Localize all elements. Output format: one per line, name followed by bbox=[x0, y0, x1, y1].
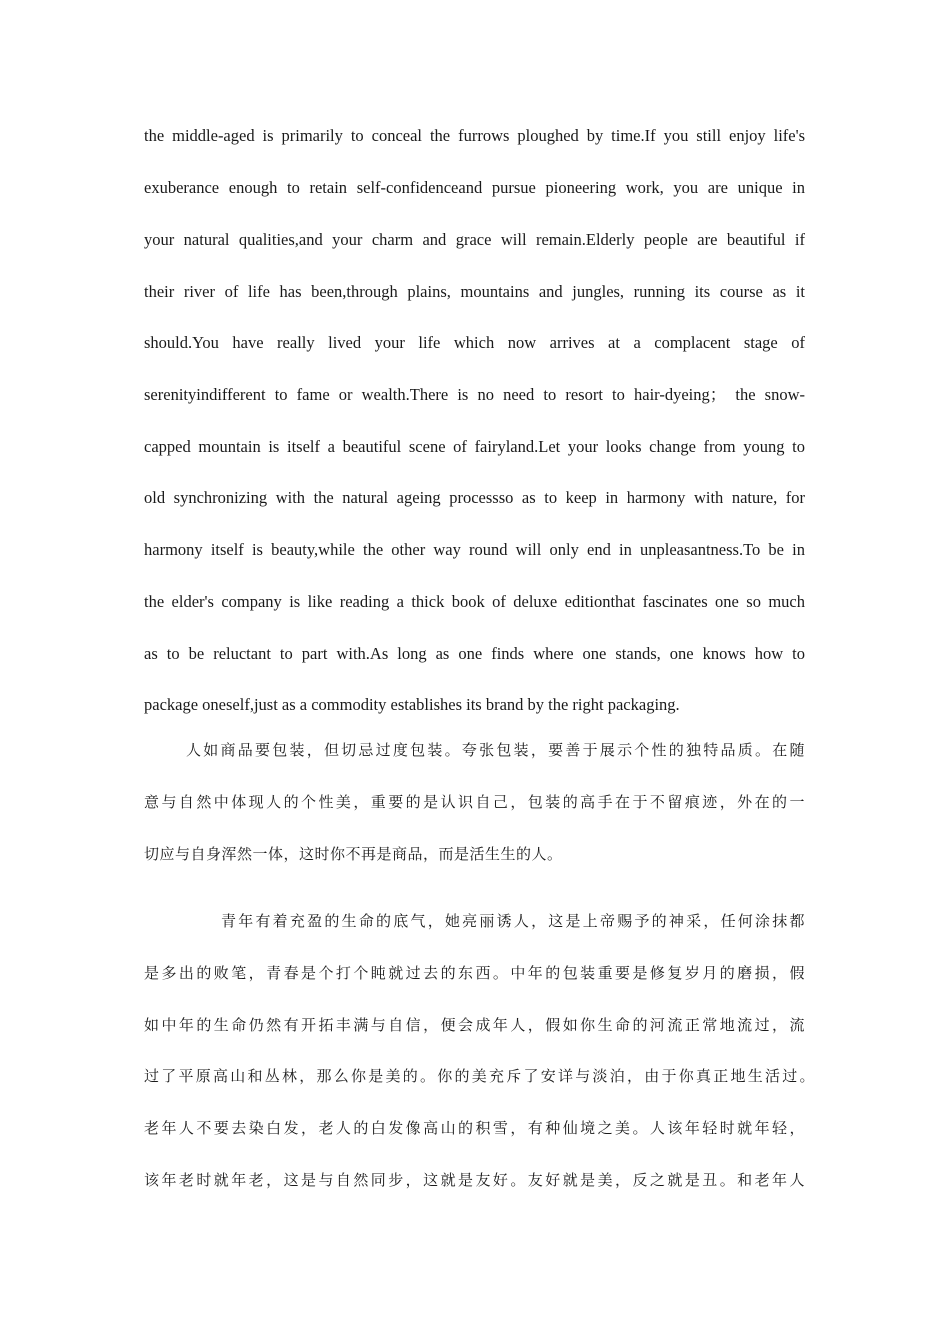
chinese-line: 老年人不要去染白发，老人的白发像高山的积雪，有种仙境之美。人该年轻时就年轻， bbox=[144, 1119, 805, 1137]
english-line: old synchronizing with the natural ageing processso as to keep in harmony with nature, for bbox=[144, 488, 805, 507]
english-line: the elder's company is like reading a thick book of deluxe editionthat fascinates one so much bbox=[144, 592, 805, 611]
chinese-line: 该年老时就年老，这是与自然同步，这就是友好。友好就是美，反之就是丑。和老年人 bbox=[144, 1171, 805, 1189]
chinese-line: 人如商品要包装，但切忌过度包装。夸张包装，要善于展示个性的独特品质。在随 bbox=[186, 741, 805, 759]
english-line: as to be reluctant to part with.As long as one finds where one stands, one knows how to bbox=[144, 644, 805, 663]
chinese-line: 切应与自身浑然一体，这时你不再是商品，而是活生生的人。 bbox=[144, 845, 563, 863]
english-line: the middle-aged is primarily to conceal the furrows ploughed by time.If you still enjoy life's bbox=[144, 126, 805, 145]
chinese-line: 是多出的败笔，青春是个打个盹就过去的东西。中年的包装重要是修复岁月的磨损，假 bbox=[144, 964, 805, 982]
english-line: exuberance enough to retain self-confidenceand pursue pioneering work, you are unique in bbox=[144, 178, 805, 197]
english-line: serenityindifferent to fame or wealth.There is no need to resort to hair-dyeing； the snow- bbox=[144, 385, 805, 404]
english-line: package oneself,just as a commodity establishes its brand by the right packaging. bbox=[144, 695, 680, 714]
english-line: their river of life has been,through plains, mountains and jungles, running its course as it bbox=[144, 282, 805, 301]
english-line: your natural qualities,and your charm and grace will remain.Elderly people are beautiful if bbox=[144, 230, 805, 249]
chinese-line: 意与自然中体现人的个性美，重要的是认识自己，包装的高手在于不留痕迹，外在的一 bbox=[144, 793, 805, 811]
chinese-line: 青年有着充盈的生命的底气，她亮丽诱人，这是上帝赐予的神采，任何涂抹都 bbox=[221, 912, 805, 930]
english-line: capped mountain is itself a beautiful scene of fairyland.Let your looks change from young to bbox=[144, 437, 805, 456]
chinese-line: 如中年的生命仍然有开拓丰满与自信，便会成年人，假如你生命的河流正常地流过，流 bbox=[144, 1016, 805, 1034]
english-line: should.You have really lived your life which now arrives at a complacent stage of bbox=[144, 333, 805, 352]
chinese-line: 过了平原高山和丛林，那么你是美的。你的美充斥了安详与淡泊，由于你真正地生活过。 bbox=[144, 1067, 815, 1085]
english-line: harmony itself is beauty,while the other way round will only end in unpleasantness.To be in bbox=[144, 540, 805, 559]
